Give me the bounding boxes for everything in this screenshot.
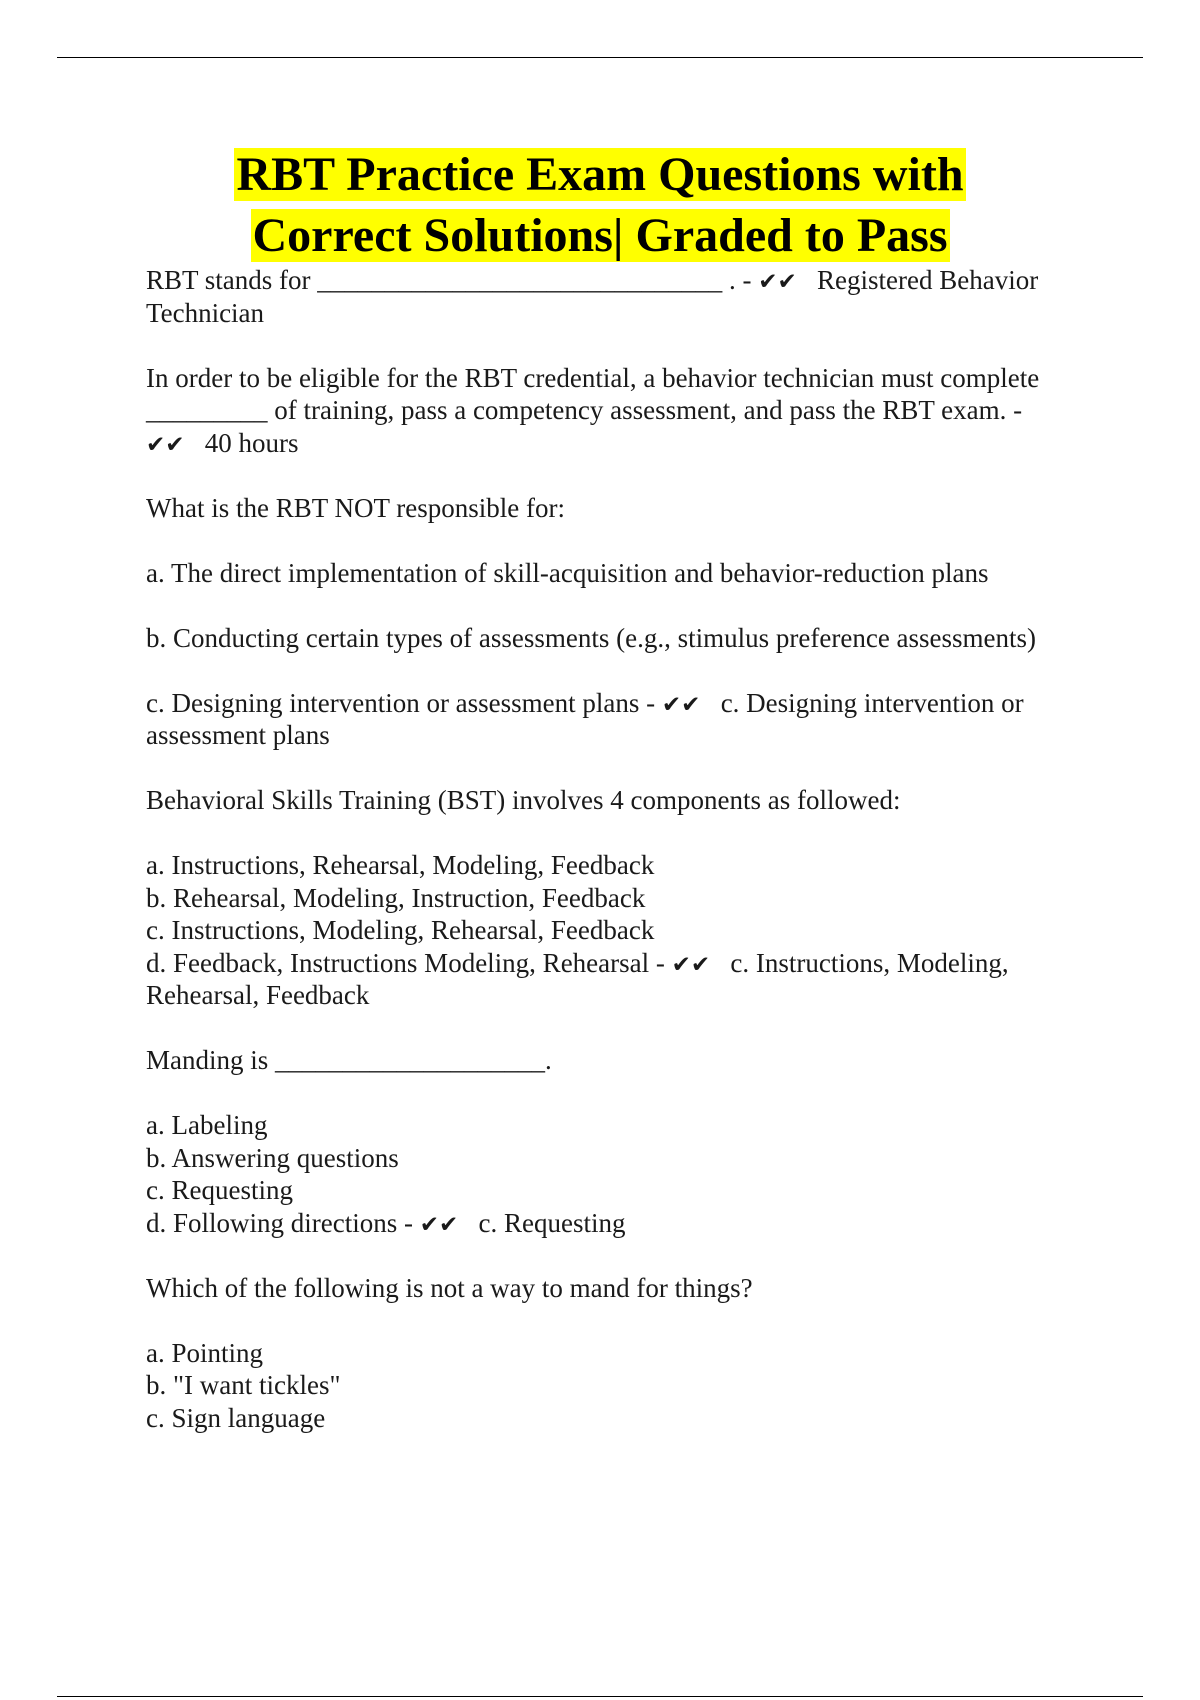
checkmark-icon: ✔✔: [419, 1211, 459, 1238]
q6-option-c: c. Sign language: [146, 1402, 326, 1433]
q3-option-b: b. Conducting certain types of assessments (e.g., stimulus preference assessments): [146, 622, 1037, 653]
q4-question: Behavioral Skills Training (BST) involves 4 components as followed:: [146, 785, 901, 815]
q6-option-a: a. Pointing: [146, 1337, 264, 1368]
q5-option-c: c. Requesting: [146, 1175, 293, 1205]
document-title: [0, 144, 1200, 266]
checkmark-icon: ✔✔: [146, 431, 185, 458]
q5-option-d: d. Following directions - ✔✔ c. Requesting: [146, 1207, 626, 1238]
title-line-2: Correct Solutions| Graded to Pass: [252, 209, 948, 262]
q5-question: Manding is ____________________.: [146, 1045, 552, 1075]
document-body: [146, 264, 1081, 1434]
q6-question: Which of the following is not a way to mand for things?: [146, 1272, 753, 1303]
q6-option-b: b. "I want tickles": [146, 1370, 341, 1400]
q3-option-a: a. The direct implementation of skill-acquisition and behavior-reduction plans: [146, 557, 989, 588]
top-rule: [57, 57, 1143, 58]
q3-option-c: c. Designing intervention or assessment plans - ✔✔ c. Designing intervention or: [146, 687, 1024, 718]
q4-option-a: a. Instructions, Rehearsal, Modeling, Feedback: [146, 850, 655, 880]
bottom-rule: [57, 1696, 1143, 1697]
checkmark-icon: ✔✔: [758, 269, 797, 295]
q2-line-2: _________ of training, pass a competency assessment, and pass the RBT exam. -: [146, 395, 1023, 425]
title-line-1: RBT Practice Exam Questions with: [236, 148, 964, 201]
q5-option-a: a. Labeling: [146, 1110, 268, 1140]
q2-line-1: In order to be eligible for the RBT credential, a behavior technician must complete: [146, 362, 1040, 393]
q2-line-3: ✔✔ 40 hours: [146, 427, 299, 458]
q4-option-c: c. Instructions, Modeling, Rehearsal, Feedback: [146, 915, 655, 945]
checkmark-icon: ✔✔: [661, 691, 701, 718]
checkmark-icon: ✔✔: [671, 951, 711, 978]
q4-option-b: b. Rehearsal, Modeling, Instruction, Feedback: [146, 882, 646, 913]
q3-answer-continued: assessment plans: [146, 720, 330, 750]
q4-option-d: d. Feedback, Instructions Modeling, Rehearsal - ✔✔ c. Instructions, Modeling,: [146, 947, 1009, 978]
q3-question: What is the RBT NOT responsible for:: [146, 492, 565, 523]
q1-line-2: Technician: [146, 297, 265, 328]
q1-line-1: RBT stands for ______________________________ . - ✔✔ Registered Behavior: [146, 265, 1039, 295]
q4-answer-continued: Rehearsal, Feedback: [146, 980, 370, 1010]
q5-option-b: b. Answering questions: [146, 1142, 399, 1173]
